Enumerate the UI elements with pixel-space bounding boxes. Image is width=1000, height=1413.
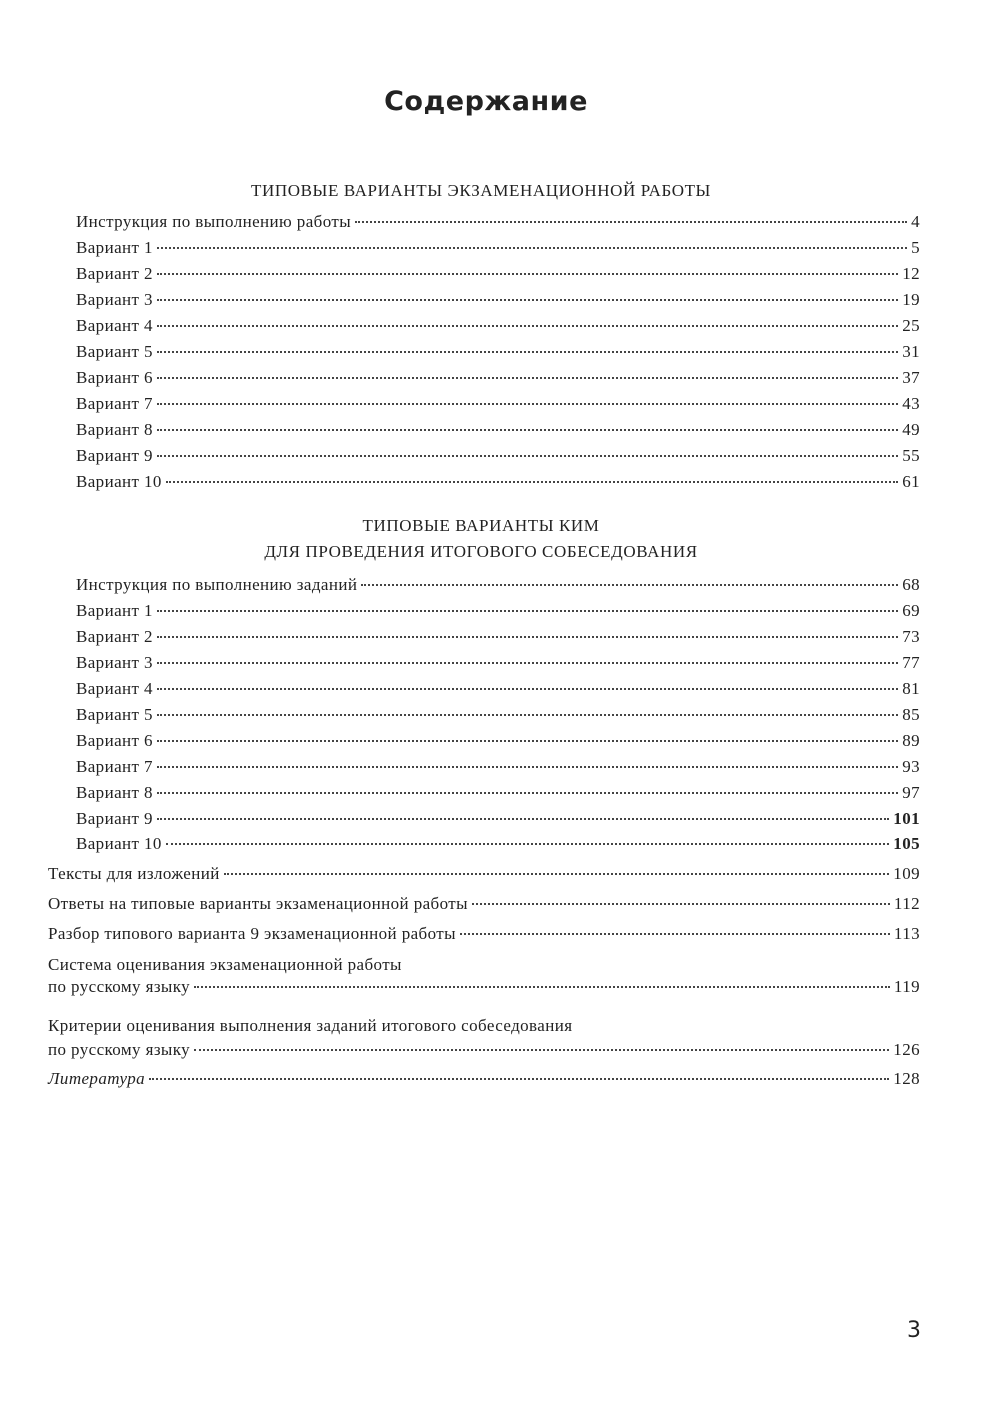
toc-entry-page: 81	[902, 679, 920, 698]
toc-entry-label: Вариант 7	[76, 394, 153, 413]
toc-entry-page: 19	[902, 290, 920, 309]
toc-leader-dots	[157, 688, 898, 690]
toc-entry[interactable]	[76, 419, 920, 441]
toc-entry-label: Вариант 5	[76, 342, 153, 361]
toc-entry[interactable]	[76, 263, 920, 285]
toc-entry[interactable]	[76, 756, 920, 778]
toc-entry-label: Вариант 1	[76, 238, 153, 257]
toc-entry-page: 97	[902, 783, 920, 802]
toc-leader-dots	[157, 740, 898, 742]
toc-entry-analysis[interactable]	[48, 923, 920, 945]
toc-entry-page: 37	[902, 368, 920, 387]
toc-entry-label: Инструкция по выполнению работы	[76, 212, 352, 231]
toc-entry-page: 73	[902, 627, 920, 646]
toc-entry-page: 112	[893, 894, 920, 913]
toc-entry-label: Вариант 9	[76, 446, 153, 465]
toc-entry[interactable]	[76, 808, 920, 830]
toc-entry-grading-line1[interactable]: Система оценивания экзаменационной работы	[48, 955, 402, 974]
toc-leader-dots	[224, 873, 890, 875]
toc-entry[interactable]	[76, 833, 920, 855]
toc-entry-page: 126	[893, 1040, 920, 1059]
section-heading-kim: ТИПОВЫЕ ВАРИАНТЫ КИМ	[362, 516, 600, 535]
toc-entry-label: Вариант 1	[76, 601, 153, 620]
toc-entry-label: Вариант 8	[76, 420, 153, 439]
toc-entry-page: 69	[902, 601, 920, 620]
toc-entry-page: 101	[893, 809, 920, 828]
toc-leader-dots	[355, 221, 907, 223]
toc-entry-label: Вариант 8	[76, 783, 153, 802]
toc-entry-label: Разбор типового варианта 9 экзаменационной работы	[48, 924, 456, 943]
toc-leader-dots	[157, 766, 898, 768]
toc-entry-page: 119	[893, 977, 920, 996]
toc-entry-page: 5	[911, 238, 920, 257]
toc-entry-texts[interactable]	[48, 863, 920, 885]
toc-entry-label: Вариант 4	[76, 316, 153, 335]
toc-entry-label: Вариант 3	[76, 290, 153, 309]
toc-entry-grading[interactable]	[48, 976, 920, 998]
page-number: 3	[907, 1318, 921, 1343]
toc-entry-label: Вариант 2	[76, 627, 153, 646]
toc-entry-label: Вариант 6	[76, 731, 153, 750]
toc-entry-page: 109	[893, 864, 920, 883]
toc-entry-page: 68	[902, 575, 920, 594]
toc-leader-dots	[157, 455, 898, 457]
page-title: Содержание	[384, 86, 588, 117]
toc-entry[interactable]	[76, 678, 920, 700]
toc-entry-label: по русскому языку	[48, 977, 191, 996]
toc-leader-dots	[157, 662, 898, 664]
toc-entry-page: 25	[902, 316, 920, 335]
toc-leader-dots	[157, 325, 898, 327]
toc-entry-label: Вариант 6	[76, 368, 153, 387]
toc-entry[interactable]	[76, 393, 920, 415]
toc-entry[interactable]	[76, 704, 920, 726]
toc-leader-dots	[194, 1049, 889, 1051]
toc-entry-page: 105	[893, 834, 920, 853]
toc-entry-criteria-line1[interactable]: Критерии оценивания выполнения заданий итогового собеседования	[48, 1016, 573, 1035]
toc-entry-page: 4	[911, 212, 920, 231]
toc-leader-dots	[157, 429, 898, 431]
section-heading-exam: ТИПОВЫЕ ВАРИАНТЫ ЭКЗАМЕНАЦИОННОЙ РАБОТЫ	[251, 181, 711, 200]
toc-leader-dots	[194, 986, 890, 988]
section-heading-kim-subtitle: ДЛЯ ПРОВЕДЕНИЯ ИТОГОВОГО СОБЕСЕДОВАНИЯ	[264, 542, 698, 561]
toc-entry[interactable]	[76, 237, 920, 259]
toc-leader-dots	[361, 584, 898, 586]
toc-entry-page: 12	[902, 264, 920, 283]
toc-leader-dots	[149, 1078, 889, 1080]
toc-entry-label: Вариант 10	[76, 834, 162, 853]
toc-entry-page: 43	[902, 394, 920, 413]
toc-entry-label: Вариант 5	[76, 705, 153, 724]
toc-entry[interactable]	[76, 471, 920, 493]
toc-entry-label: Вариант 7	[76, 757, 153, 776]
toc-entry-label: Инструкция по выполнению заданий	[76, 575, 358, 594]
toc-entry[interactable]	[76, 315, 920, 337]
toc-entry-literature[interactable]	[48, 1068, 920, 1090]
toc-entry-label: Тексты для изложений	[48, 864, 220, 883]
toc-entry-page: 31	[902, 342, 920, 361]
toc-leader-dots	[166, 843, 889, 845]
toc-entry-page: 85	[902, 705, 920, 724]
toc-entry-label: Вариант 3	[76, 653, 153, 672]
toc-leader-dots	[472, 903, 890, 905]
toc-leader-dots	[460, 933, 890, 935]
toc-entry-label: Вариант 4	[76, 679, 153, 698]
toc-leader-dots	[157, 403, 898, 405]
toc-entry-label: Вариант 2	[76, 264, 153, 283]
toc-entry-criteria[interactable]	[48, 1039, 920, 1061]
toc-entry-page: 93	[902, 757, 920, 776]
toc-entry[interactable]	[76, 626, 920, 648]
toc-entry[interactable]	[76, 782, 920, 804]
toc-leader-dots	[157, 792, 898, 794]
toc-leader-dots	[157, 818, 889, 820]
toc-entry-label: по русскому языку	[48, 1040, 191, 1059]
toc-leader-dots	[157, 247, 907, 249]
toc-leader-dots	[157, 299, 898, 301]
toc-entry-label: Литература	[48, 1069, 146, 1088]
toc-entry-label: Вариант 9	[76, 809, 153, 828]
toc-entry[interactable]	[76, 289, 920, 311]
toc-entry[interactable]	[76, 600, 920, 622]
toc-entry-page: 49	[902, 420, 920, 439]
toc-entry-page: 89	[902, 731, 920, 750]
toc-leader-dots	[157, 610, 898, 612]
toc-leader-dots	[157, 273, 898, 275]
toc-entry[interactable]	[76, 652, 920, 674]
toc-entry-page: 128	[893, 1069, 920, 1088]
toc-entry[interactable]	[76, 211, 920, 233]
toc-entry-page: 77	[902, 653, 920, 672]
toc-leader-dots	[157, 714, 898, 716]
toc-leader-dots	[157, 351, 898, 353]
toc-entry[interactable]	[76, 367, 920, 389]
toc-entry-page: 55	[902, 446, 920, 465]
toc-entry[interactable]	[76, 730, 920, 752]
toc-entry[interactable]	[76, 341, 920, 363]
toc-entry[interactable]	[76, 574, 920, 596]
toc-leader-dots	[166, 481, 898, 483]
toc-leader-dots	[157, 636, 898, 638]
toc-entry-label: Вариант 10	[76, 472, 162, 491]
toc-entry-page: 113	[893, 924, 920, 943]
toc-entry-page: 61	[902, 472, 920, 491]
toc-entry-answers[interactable]	[48, 893, 920, 915]
toc-entry-label: Ответы на типовые варианты экзаменационной работы	[48, 894, 468, 913]
toc-leader-dots	[157, 377, 898, 379]
toc-entry[interactable]	[76, 445, 920, 467]
